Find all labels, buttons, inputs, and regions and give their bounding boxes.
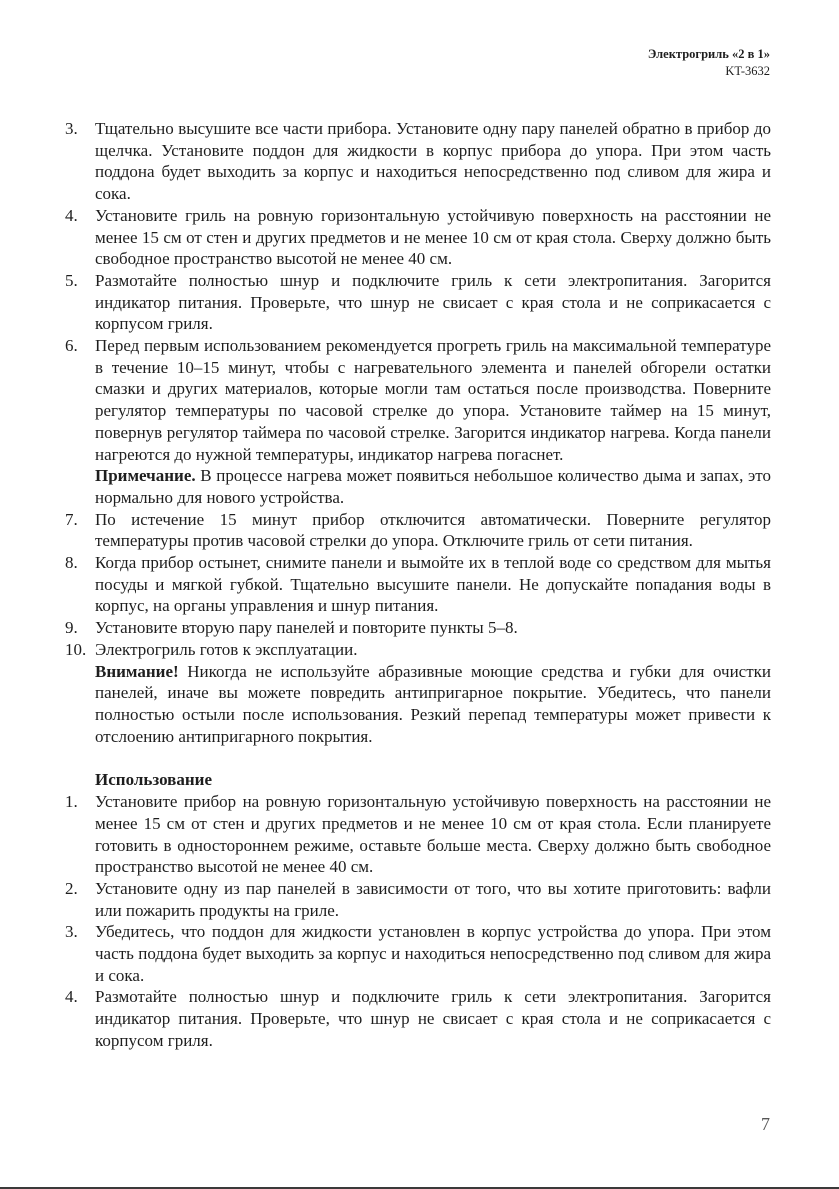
list-item-number: 8. [65,553,78,573]
list-item-number: 2. [65,878,78,898]
list-item-number: 4. [65,987,78,1007]
list-item-text: Размотайте полностью шнур и подключите гриль к сети электропитания. Загорится индикатор питания. Проверьте, что шнур не свисает с края стола и не соприкасается с корпусом гриля. [95,270,771,334]
list-item-text: Установите прибор на ровную горизонтальную устойчивую поверхность на расстоянии не менее 15 см от стен и других предметов и не менее 10 см от края стола. Если планируете готовить в одностороннем режиме, оставьте больше места. Сверху должно быть свободное пространство высотой не менее 40 см. [95,792,771,877]
list-item-number: 4. [65,205,78,225]
list-item-number: 7. [65,509,78,529]
note-label: Примечание. [95,466,196,486]
list-item-text: Размотайте полностью шнур и подключите гриль к сети электропитания. Загорится индикатор питания. Проверьте, что шнур не свисает с края стола и не соприкасается с корпусом гриля. [95,987,771,1050]
usage-steps-list [65,791,771,1051]
list-item-text: Установите гриль на ровную горизонтальную устойчивую поверхность на расстоянии не менее 15 см от стен и других предметов и не менее 10 см от края стола. Сверху должно быть свободное пространство высотой не менее 40 см. [95,205,771,269]
list-item-text: Установите вторую пару панелей и повторите пункты 5–8. [95,618,518,638]
list-item-number: 5. [65,270,78,290]
warning-text: Никогда не используйте абразивные моющие средства и губки для очистки панелей, иначе вы можете повредить антипригарное покрытие. Убедитесь, что панели полностью остыли после использования. Резкий перепад температуры может привести к отслоению антипригарного покрытия. [95,661,771,746]
list-item [65,335,771,465]
list-item [65,205,771,270]
note-text: В процессе нагрева может появиться небольшое количество дыма и запах, это нормально для нового устройства. [95,466,771,507]
list-item-text: По истечение 15 минут прибор отключится автоматически. Поверните регулятор температуры против часовой стрелки до упора. Отключите гриль от сети питания. [95,509,771,551]
list-item-text: Убедитесь, что поддон для жидкости установлен в корпус устройства до упора. При этом часть поддона будет выходить за корпус и находиться непосредственно под сливом для жира и сока. [95,922,771,985]
list-item [65,791,771,878]
list-item-text: Тщательно высушите все части прибора. Установите одну пару панелей обратно в прибор до щелчка. Установите поддон для жидкости в корпус прибора до упора. При этом часть поддона будет выходить за корпус и находиться непосредственно под сливом для жира и сока. [95,119,771,204]
header-title: Электрогриль «2 в 1» [647,47,770,61]
steps-before-list [65,118,771,465]
list-item-number: 3. [65,119,78,138]
list-item-number: 3. [65,922,78,942]
list-item-text: Установите одну из пар панелей в зависимости от того, что вы хотите приготовить: вафли или пожарить продукты на гриле. [95,878,771,920]
list-item-text: Электрогриль готов к эксплуатации. [95,639,358,659]
main-content [65,118,771,1052]
warning-paragraph [65,661,771,748]
list-item [65,552,771,617]
warning-label: Внимание! [95,661,179,681]
list-item [65,878,771,921]
steps-after-list [65,509,771,661]
list-item-number: 9. [65,618,78,638]
page-header [648,46,770,80]
list-item [65,118,771,205]
list-item-number: 6. [65,336,78,356]
list-item [65,270,771,335]
header-model: KT-3632 [725,64,770,78]
list-item [65,617,771,639]
list-item-number: 10. [65,639,87,659]
list-item [65,639,771,661]
list-item-text: Когда прибор остынет, снимите панели и вымойте их в теплой воде со средством для мытья посуды и мягкой губкой. Тщательно высушите панели. Не допускайте попадания воды в корпус, на органы управления и шнур питания. [95,553,771,616]
list-item-number: 1. [65,792,78,812]
list-item-text: Перед первым использованием рекомендуется прогреть гриль на максимальной температуре в течение 10–15 минут, чтобы с нагревательного элемента и панелей обгорели остатки смазки и других материалов, которые могли там остаться после производства. Поверните регулятор температуры по часовой стрелке до упора. Установите таймер на 15 минут, повернув регулятор таймера по часовой стрелке. Загорится индикатор нагрева. Когда панели нагреются до нужной температуры, индикатор нагрева погаснет. [95,336,771,464]
list-item [65,509,771,552]
list-item [65,921,771,986]
section-title: Использование [95,770,212,790]
list-item [65,986,771,1051]
page-number: 7 [761,1114,770,1134]
note-paragraph [65,465,771,508]
